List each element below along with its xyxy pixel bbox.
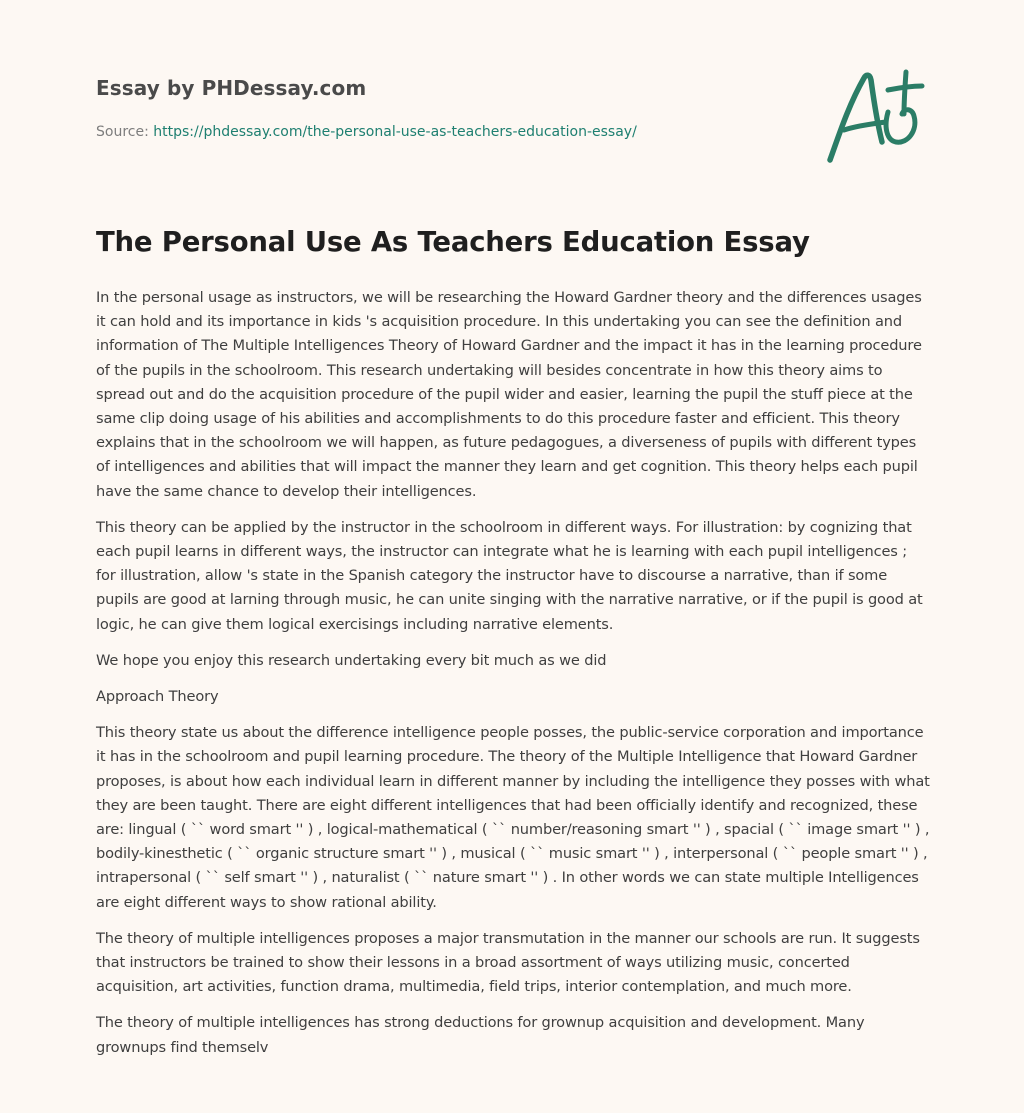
essay-body: [96, 286, 930, 1072]
source-link[interactable]: https://phdessay.com/the-personal-use-as-teachers-education-essay/: [153, 124, 637, 140]
section-heading: Approach Theory: [96, 688, 219, 706]
essay-paragraph: In the personal usage as instructors, we will be researching the Howard Gardner theory and the differences usages it can hold and its importance in kids 's acquisition procedure. In this undertaking you can see the definition and information of The Multiple Intelligences Theory of Howard Gardner and the impact it has in the learning procedure of the pupils in the schoolroom. This research undertaking will besides concentrate in how this theory aims to spread out and do the acquisition procedure of the pupil wider and easier, learning the pupil the stuff piece at the same clip doing usage of his abilities and accomplishments to do this procedure faster and efficient. This theory explains that in the schoolroom we will happen, as future pedagogues, a diverseness of pupils with different types of intelligences and abilities that will impact the manner they learn and get cognition. This theory helps each pupil have the same chance to develop their intelligences.: [96, 289, 922, 500]
essay-paragraph: This theory can be applied by the instructor in the schoolroom in different ways. For illustration: by cognizing that each pupil learns in different ways, the instructor can integrate what he is learning with each pupil intelligences ; for illustration, allow 's state in the Spanish category the instructor have to discourse a narrative, than if some pupils are good at larning through music, he can unite singing with the narrative narrative, or if the pupil is good at logic, he can give them logical exercisings including narrative elements.: [96, 518, 923, 633]
essay-paragraph: This theory state us about the difference intelligence people posses, the public-service corporation and importance it has in the schoolroom and pupil learning procedure. The theory of the Multiple Intelligence that Howard Gardner proposes, is about how each individual learn in different manner by including the intelligence they posses with what they are been taught. There are eight different intelligences that had been officially identify and recognized, these are: lingual ( `` word smart '' ) , logical-mathematical ( `` number/reasoning smart '' ) , spacial ( `` image smart '' ) , bodily-kinesthetic ( `` organic structure smart '' ) , musical ( `` music smart '' ) , interpersonal ( `` people smart '' ) , intrapersonal ( `` self smart '' ) , naturalist ( `` nature smart '' ) . In other words we can state multiple Intelligences are eight different ways to show rational ability.: [96, 724, 930, 911]
source-label: Source:: [96, 124, 149, 140]
site-title: Essay by PHDessay.com: [96, 76, 367, 100]
essay-paragraph: The theory of multiple intelligences proposes a major transmutation in the manner our schools are run. It suggests that instructors be trained to show their lessons in a broad assortment of ways utilizing music, concerted acquisition, art activities, function drama, multimedia, field trips, interior contemplation, and much more.: [96, 929, 920, 996]
a-plus-logo-icon: [826, 68, 926, 164]
essay-title: The Personal Use As Teachers Education Essay: [96, 226, 810, 258]
page-header: [96, 0, 928, 150]
essay-paragraph: We hope you enjoy this research undertaking every bit much as we did: [96, 651, 607, 669]
essay-paragraph: The theory of multiple intelligences has strong deductions for grownup acquisition and development. Many grownups find themselv: [96, 1014, 865, 1056]
source-line: [96, 124, 637, 140]
